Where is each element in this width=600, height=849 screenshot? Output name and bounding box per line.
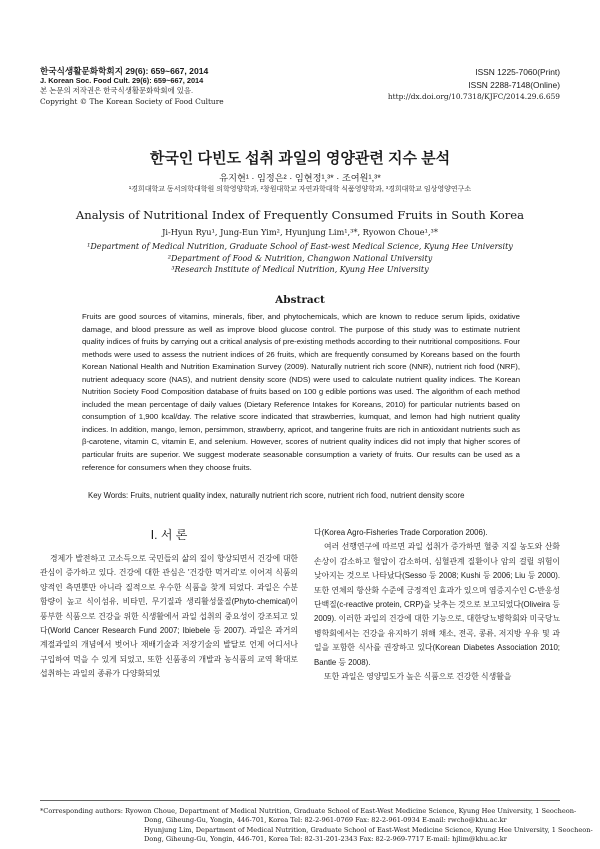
affiliation-2: ²Department of Food & Nutrition, Changwon National University: [167, 253, 433, 263]
intro-paragraph-3: 또한 과일은 영양밀도가 높은 식품으로 건강한 식생활을: [324, 672, 512, 682]
footnote-line-3: Hyunjung Lim, Department of Medical Nutrition, Graduate School of East-West Medicine Science, Kyung Hee University, 1 Seocheon-: [144, 825, 593, 834]
issn-block: [300, 66, 560, 104]
footnote-line-2: Dong, Giheung-Gu, Yongin, 446-701, Korea Tel: 82-2-961-0769 Fax: 82-2-961-0934 E-mail: rwcho@khu.ac.kr: [144, 816, 507, 825]
footnote-line-1: *Corresponding authors: Ryowon Choue, Department of Medical Nutrition, Graduate School of East-West Medicine Science, Kyung Hee University, 1 Seocheon-: [40, 807, 577, 815]
body-column-right: [314, 526, 560, 684]
keywords: [88, 491, 538, 500]
issn-print: ISSN 1225-7060(Print): [475, 67, 560, 77]
affiliation-1: ¹Department of Medical Nutrition, Graduate School of East-west Medical Science, Kyung Hee University: [87, 242, 513, 251]
corresponding-author-footnote: [40, 807, 593, 845]
journal-name-english: J. Korean Soc. Food Cult. 29(6): 659~667, 2014: [40, 76, 204, 86]
copyright-notice-korean: 본 논문의 저작권은 한국식생활문화학회에 있음.: [40, 86, 194, 96]
keywords-label: Key Words:: [88, 491, 129, 500]
abstract-heading: Abstract: [275, 294, 325, 306]
issn-online: ISSN 2288-7148(Online): [468, 79, 560, 90]
affiliation-3: ³Research Institute of Medical Nutrition, Kyung Hee University: [171, 265, 429, 274]
intro-paragraph-2: 여러 선행연구에 따르면 과일 섭취가 증가하면 혈중 지질 농도와 산화 손상이 감소하고 혈압이 감소하며, 심혈관계 질환이나 암의 걸릴 위험이 낮아지는 것으로 나타났다(Sesso 등 2008; Kushi 등 2006; Liu 등 2000). 또한 연체의 항산화 수준에 긍정적인 효과가 있으며 염증지수인 C-반응성 단백질(c-reactive protein, CRP)을 낮추는 것으로 보고되었다(Oliveira 등 2009). 이러한 과일의 건강에 대한 기능으로, 대한당뇨병학회와 미국당뇨병학회에서는 건강을 유지하기 위해 채소, 전곡, 콩류, 저지방 우유 및 과일을 포함한 식사를 권장하고 있다(Korean Diabetes Association 2010; Bantle 등 2008).: [314, 542, 560, 667]
keywords-list: Fruits, nutrient quality index, naturally nutrient rich score, nutrient rich food, nutrient density score: [128, 491, 465, 500]
intro-paragraph-1: 경제가 발전하고 고소득으로 국민들의 삶의 질이 향상되면서 건강에 대한 관심이 증가하고 있다. 건강에 대한 관심은 '건강한 먹거리'로 이어져 식품의 양적인 측면뿐만 아니라 질적으로 우수한 식품을 찾게 되었다. 과일은 수분 함량이 높고 식이섬유, 비타민, 무기질과 생리활성물질(Phyto-chemical)이 풍부한 식품으로 건강을 위한 식생활에서 과일 섭취의 중요성이 강조되고 있다(World Cancer Research Fund 2007; Ibiebele 등 2007). 과일은 과거의 계절과일의 개념에서 벗어나 재배기술과 저장기술의 발달로 언제 어디서나 구입하여 먹을 수 있게 되었고, 또한 신품종의 개발과 농식품의 교역 확대로 섭취하는 과일의 종류가 다양화되었: [40, 554, 298, 679]
body-column-left: [40, 552, 298, 682]
journal-citation-block: [40, 66, 340, 107]
title-english: Analysis of Nutritional Index of Frequently Consumed Fruits in South Korea: [75, 208, 525, 222]
authors-korean: 유지현¹ · 임정은² · 임현정¹,³* · 조여원¹,³*: [219, 173, 381, 183]
affiliations-english: [0, 241, 600, 276]
title-korean: 한국인 다빈도 섭취 과일의 영양관련 지수 분석: [149, 150, 451, 167]
affiliations-korean: ¹경희대학교 동서의학대학원 의학영양학과, ²창원대학교 자연과학대학 식품영양학과, ³경희대학교 임상영양연구소: [128, 186, 472, 193]
authors-english: Ji-Hyun Ryu¹, Jung-Eun Yim², Hyunjung Lim¹,³*, Ryowon Choue¹,³*: [162, 227, 438, 237]
copyright-notice-english: Copyright © The Korean Society of Food Culture: [40, 96, 224, 106]
section-heading-introduction: Ⅰ. 서 론: [150, 528, 188, 542]
footnote-line-4: Dong, Giheung-Gu, Yongin, 446-701, Korea Tel: 82-31-201-2343 Fax: 82-2-969-7717 E-mail: hjlim@khu.ac.kr: [144, 835, 507, 844]
abstract-body: Fruits are good sources of vitamins, minerals, fiber, and phytochemicals, which are known to reduce serum lipids, oxidative damage, and blood pressure as well as improve blood glucose control. The purpose of this study was to estimate nutrient quality indices of fruits by carrying out a critical analysis of pre-existing methods according to their nutritional compositions. Four methods were used to assess the nutrient indices of 26 fruits, which are frequently consumed by Koreans based on the fourth Korean National Health and Nutrition Examination Survey (2009). Naturally nutrient rich score (NNR), nutrient rich food (NRF), nutrient adequacy score (NAS), and nutrient density score (NDS) were used to calculate nutrient quality indices. The Korean Nutrition Society Food Composition database of fruits based on 100 g edible portions was used. The algorithm of each method included the mean percentage of daily values (Dietary Reference Intakes for Koreans, 2010) for particular nutrients based on consumption of 1,900 kcal/day. The relative score indicated that strawberries, kumquat, and lemon had high nutrient quality indices. In addition, mango, lemon, persimmon, strawberry, apricot, and tangerine fruits are rich in antioxidant nutrients such as β-carotene, vitamin C, vitamin E, and selenium. However, scores of nutrient quality indices did not imply that higher scores of particular fruits are superior. We suggest moderate seasonable consumption a variety of fruits. Our results can be used as a reference for consumers when they choose fruits.: [82, 312, 520, 472]
doi-link[interactable]: http://dx.doi.org/10.7318/KJFC/2014.29.6.659: [387, 92, 560, 101]
intro-paragraph-1-continued: 다(Korea Agro-Fisheries Trade Corporation 2006).: [314, 528, 488, 537]
footnote-divider: [40, 800, 560, 801]
journal-name-korean: 한국식생활문화학회지 29(6): 659~667, 2014: [40, 66, 209, 76]
